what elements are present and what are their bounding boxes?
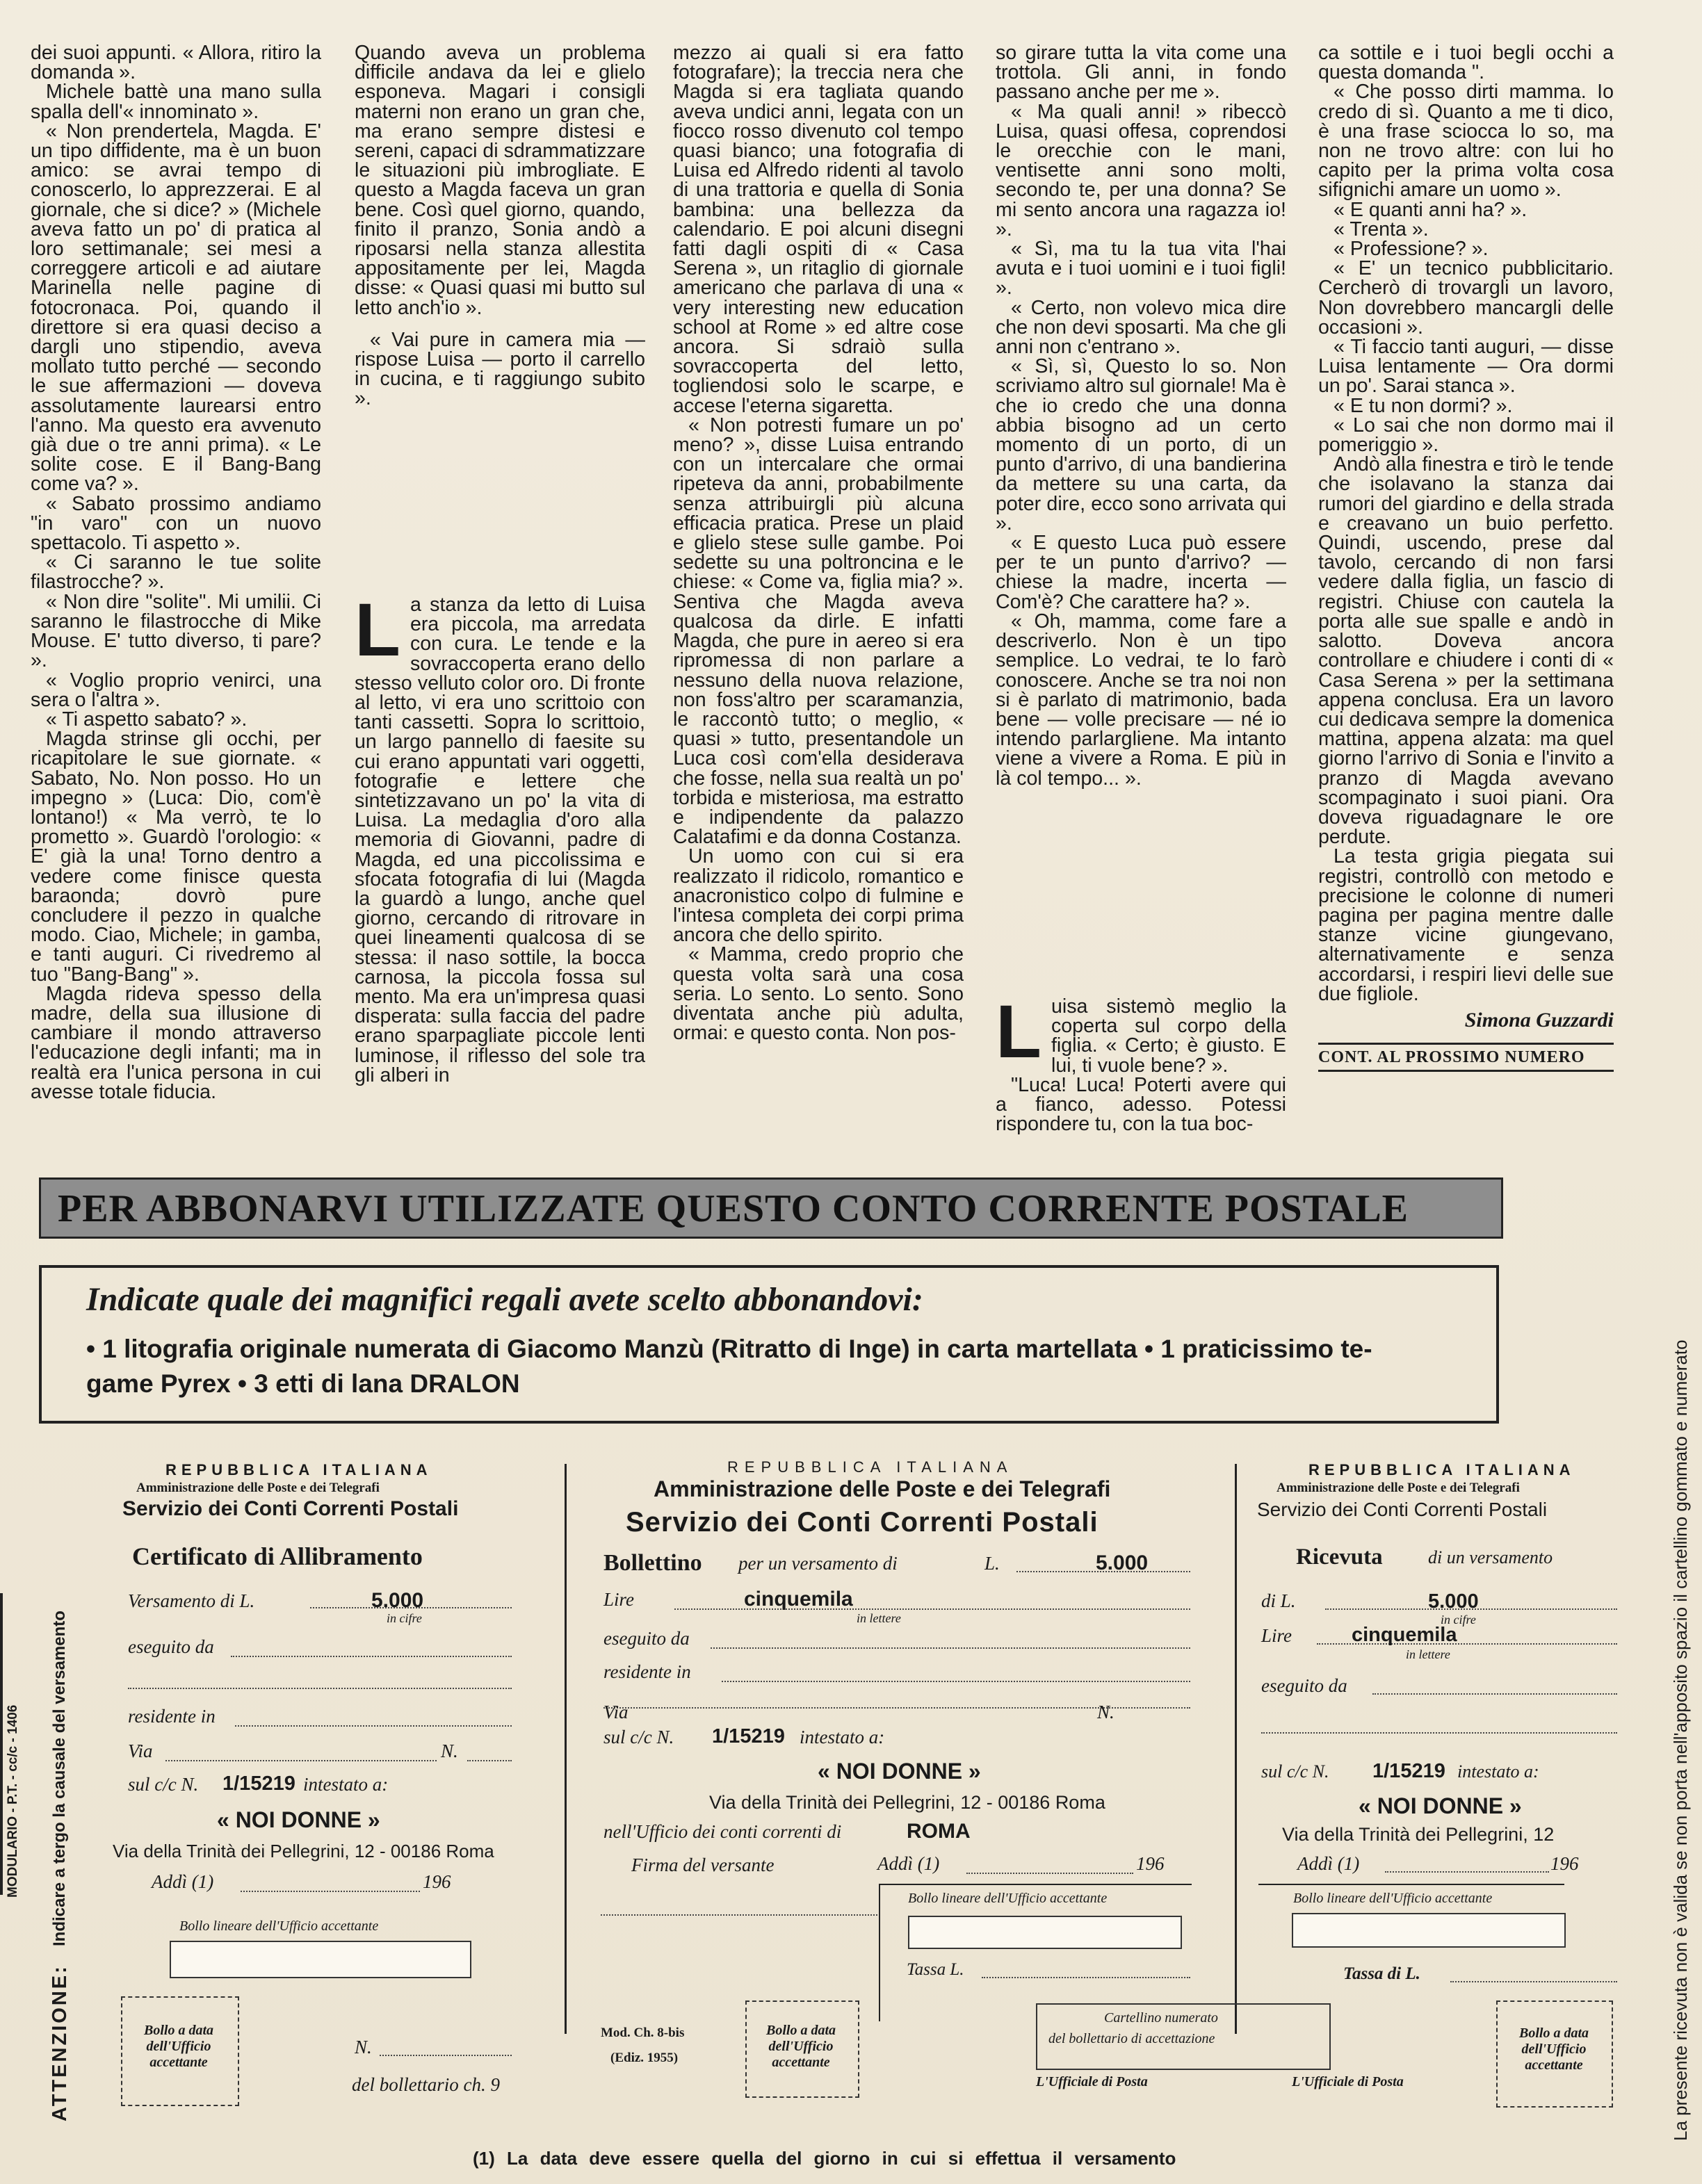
amount-words-caption: in lettere	[857, 1611, 901, 1625]
article-column-4	[996, 43, 1286, 788]
signature-label: Firma del versante	[631, 1855, 775, 1875]
receipt-title: Ricevuta	[1296, 1545, 1383, 1570]
amount-words: cinquemila	[1352, 1624, 1457, 1646]
account-label: sul c/c N.	[1261, 1761, 1329, 1782]
fee-label: Tassa di L.	[1343, 1964, 1420, 1983]
account-label: sul c/c N.	[128, 1774, 199, 1795]
paragraph: « E quanti anni ha? ».	[1334, 198, 1527, 221]
beneficiary-name: « NOI DONNE »	[818, 1759, 981, 1784]
certificate-form	[83, 1454, 556, 2070]
residence-label: residente in	[603, 1661, 691, 1682]
administration-header: Amministrazione delle Poste e dei Telegrafi	[1276, 1481, 1520, 1495]
beneficiary-label: intestato a:	[800, 1727, 885, 1747]
article-column-2-section	[355, 587, 645, 1086]
payer-field-2[interactable]	[128, 1688, 512, 1689]
date-stamp-label: Bollo a data dell'Ufficio accettante	[765, 2023, 836, 2070]
service-header: Servizio dei Conti Correnti Postali	[1257, 1499, 1548, 1520]
year-prefix: 196	[423, 1871, 451, 1892]
beneficiary-name: « NOI DONNE »	[1359, 1793, 1522, 1818]
fee-field[interactable]	[982, 1977, 1190, 1978]
receipt-book-label: del bollettario ch. 9	[352, 2074, 500, 2095]
amount-caption: in cifre	[387, 1611, 422, 1625]
residence-field[interactable]	[235, 1725, 512, 1727]
banner-text: PER ABBONARVI UTILIZZATE QUESTO CONTO CORRENTE POSTALE	[58, 1187, 1409, 1230]
amount-value: 5.000	[371, 1589, 424, 1612]
beneficiary-label: intestato a:	[303, 1774, 389, 1795]
paragraph: a stanza da letto di Luisa era piccola, ma arredata con cura. Le tende e la sovraccoperta erano dello stesso velluto color oro. Di fronte al letto, vi era uno scrittoio con tanti cassetti. Sopra lo scrittoio, un largo pannello di faesite su cui erano appuntati vari oggetti, fotografie e lettere che sintetizzavano un po' la vita di Luisa. La medaglia d'oro alla memoria di Giovanni, padre di Magda, ed una piccolissima e sfocata fotografia di lui (Magda la guardò a lungo, anche quel giorno, cercando di ritrovare in quei lineamenti qualcosa di se stessa: il naso sottile, la bocca carnosa, la piccola fossa sul mento. Ma era un'impresa quasi disperata: sulla faccia del padre erano sparpagliate piccole lenti luminose, il riflesso del sole tra gli alberi in	[355, 594, 645, 1086]
receipt-number-label: N.	[355, 2037, 372, 2057]
numbered-tag-label-2: del bollettario di accettazione	[1048, 2031, 1215, 2046]
paragraph: « E tu non dormi? ».	[1334, 394, 1513, 417]
amount-words: cinquemila	[744, 1588, 853, 1611]
paragraph: « Ti faccio tanti auguri, — disse Luisa lentamente — Ora dormi un po'. Sarai stanca ».	[1318, 336, 1614, 398]
payer-label: eseguito da	[603, 1628, 690, 1649]
payer-field[interactable]	[711, 1647, 1190, 1649]
paragraph: Andò alla finestra e tirò le tende che isolavano la stanza dai rumori del giardino e della strada e creavano un buio perfetto. Quindi, uscendo, prese dal tavolo, cercando di non farsi vedere dalla figlia, un fascio di registri. Chiuse con cautela la porta alle sue spalle e andò in salotto. Doveva ancora controllare e chiudere i conti di « Casa Serena » per la settimana appena conclusa. Era un lavoro cui dedicava sempre la domenica mattina, appena alzata: ma quel giorno l'arrivo di Sonia e l'invito a pranzo di Magda avevano scompaginato i suoi piani. Ora doveva riguadagnare le ore perdute.	[1318, 453, 1614, 849]
slip-currency: L.	[984, 1553, 1000, 1574]
paragraph: Magda strinse gli occhi, per ricapitolare le sue giornate. « Sabato, No. Non posso. Ho un impegno » (Luca: Dio, com'è lontano!) « Ma verrò, te lo prometto ». Guardò l'orologio: « E' già la una! Torno dentro a vedere come finisce questa baraonda; dovrò pure concludere il pezzo in qualche modo. Ciao, Michele; in gamba, e tanti auguri. Ci rivedremo al tuo "Bang-Bang" ».	[31, 728, 321, 986]
payment-slip-form	[591, 1454, 1224, 2089]
linear-stamp-label: Bollo lineare dell'Ufficio accettante	[1293, 1891, 1493, 1906]
receipt-number-field[interactable]	[380, 2055, 512, 2056]
form-separator	[565, 1464, 567, 2034]
paragraph: « Non dire "solite". Mi umilii. Ci saranno le filastrocche di Mike Mouse. E' tutto diverso, ti pare? ».	[31, 590, 321, 672]
slip-title: Bollettino	[603, 1550, 702, 1576]
paragraph: « Non prendertela, Magda. E' un tipo diffidente, ma è un buon amico: se avrai tempo di conoscerlo, lo apprezzerai. E al giornale, che si dice? » (Michele aveva fatto un po' di pratica al loro settimanale; sei mesi a correggere articoli e ad aiutare Marinella nelle pagine di fotocronaca. Poi, quando il direttore si era quasi deciso a dargli uno stipendio, aveva mollato tutto perché — secondo le sue affermazioni — doveva assolutamente laurearsi entro l'anno. Ma questo era avvenuto già due o tre anni prima). « Le solite cose. E il Bang-Bang come va? ».	[31, 120, 321, 496]
beneficiary-label: intestato a:	[1457, 1761, 1539, 1782]
paragraph: Quando aveva un problema difficile andava da lei e glielo esponeva. Magari i consigli materni non erano un gran che, ma erano sempre distesi e sereni, capaci di sdrammatizzare le situazioni più imbrogliate. E questo a Magda faceva un gran bene. Così quel giorno, quando, finito il pranzo, Sonia andò a riposarsi nella stanza allestita appositamente per lei, Magda disse: « Quasi quasi mi butto sul letto anch'io ».	[355, 42, 645, 319]
paragraph: Michele battè una mano sulla spalla dell'« innominato ».	[31, 81, 321, 123]
form-code: Mod. Ch. 8-bis	[601, 2026, 685, 2040]
gifts-heading: Indicate quale dei magnifici regali avete scelto abbonandovi:	[86, 1281, 923, 1318]
paragraph: mezzo ai quali si era fatto fotografare); la treccia nera che Magda si era tagliata quando aveva undici anni, legata con un fiocco rosso divenuto col tempo quasi bianco; una fotografia di Luisa ed Alfredo ridenti al tavolo di una trattoria e quella di Sonia bambina: una bellezza da calendario. E poi alcuni disegni fatti dagli ospiti di « Casa Serena », un ritaglio di giornale americano che parlava di una « very interesting new education school at Rome » ed altre cose ancora. Si sdraiò sulla sovraccoperta del letto, togliendosi solo le scarpe, e accese l'eterna sigaretta.	[673, 42, 964, 417]
residence-field[interactable]	[722, 1681, 1190, 1682]
paragraph: « Che posso dirti mamma. Io credo di sì. Quanto a me ti dico, è una frase sciocca lo so, ma non ne trovo altre: con lui ho capito per la prima volta cosa sifignichi amare un uomo ».	[1318, 81, 1614, 202]
number-label: N.	[1097, 1702, 1115, 1722]
amount-label: Versamento di L.	[128, 1590, 255, 1611]
payer-field[interactable]	[1372, 1693, 1617, 1695]
date-field[interactable]	[966, 1873, 1133, 1874]
account-number: 1/15219	[712, 1725, 785, 1747]
account-label: sul c/c N.	[603, 1727, 674, 1747]
date-label: Addì (1)	[152, 1871, 214, 1892]
form-separator	[1235, 1464, 1237, 2034]
office-label: nell'Ufficio dei conti correnti di	[603, 1821, 842, 1842]
gifts-line: game Pyrex • 3 etti di lana DRALON	[86, 1369, 520, 1398]
article-column-3	[673, 43, 964, 1043]
amount-value: 5.000	[1428, 1590, 1479, 1613]
paragraph: « Ci saranno le tue solite filastrocche? ».	[31, 551, 321, 594]
paragraph: « Mamma, credo proprio che questa volta sarà una cosa seria. Lo sento. Lo sento. Sono diventata anche più adulta, ormai: e questo conta. Non pos-	[673, 943, 964, 1045]
republic-header: REPUBBLICA ITALIANA	[727, 1458, 1014, 1476]
paragraph: « Voglio proprio venirci, una sera o l'altra ».	[31, 669, 321, 711]
paragraph: « E questo Luca può essere per te un punto d'arrivo? — chiese la madre, incerta — Com'è? Che carattere ha? ».	[996, 532, 1286, 613]
beneficiary-address: Via della Trinità dei Pellegrini, 12	[1282, 1824, 1555, 1845]
lire-label: Lire	[603, 1589, 635, 1610]
article-column-5	[1318, 43, 1614, 1072]
linear-stamp-box	[170, 1941, 471, 1978]
attenzione-label: ATTENZIONE:	[49, 1964, 71, 2121]
street-label: Via	[603, 1702, 629, 1722]
date-stamp-label: Bollo a data dell'Ufficio accettante	[143, 2023, 213, 2070]
certificate-title: Certificato di Allibramento	[132, 1542, 423, 1570]
account-number: 1/15219	[1372, 1760, 1445, 1782]
beneficiary-address: Via della Trinità dei Pellegrini, 12 - 00186 Roma	[709, 1792, 1105, 1813]
residence-label: residente in	[128, 1706, 216, 1727]
amount-caption: in cifre	[1441, 1613, 1476, 1627]
paragraph: so girare tutta la vita come una trottola. Gli anni, in fondo passano anche per me ».	[996, 42, 1286, 104]
date-label: Addì (1)	[1297, 1853, 1360, 1874]
stamp-divider	[879, 1884, 880, 2021]
paragraph: uisa sistemò meglio la coperta sul corpo della figlia. « Certo; è giusto. E lui, ti vuole bene? ».	[1051, 995, 1286, 1077]
amount-value: 5.000	[1096, 1551, 1149, 1574]
service-header: Servizio dei Conti Correnti Postali	[122, 1497, 459, 1520]
linear-stamp-label: Bollo lineare dell'Ufficio accettante	[908, 1891, 1108, 1906]
drop-cap: L	[355, 587, 400, 671]
service-header: Servizio dei Conti Correnti Postali	[626, 1507, 1099, 1538]
paragraph: « Ti aspetto sabato? ».	[46, 708, 248, 731]
payer-label: eseguito da	[128, 1636, 214, 1657]
receipt-form	[1256, 1454, 1631, 2089]
year-prefix: 196	[1550, 1853, 1579, 1874]
beneficiary-name: « NOI DONNE »	[217, 1807, 380, 1832]
payer-label: eseguito da	[1261, 1675, 1347, 1696]
stamp-divider	[879, 1884, 1192, 1885]
author-signature: Simona Guzzardi	[1464, 1008, 1614, 1032]
street-field[interactable]	[165, 1760, 437, 1761]
paragraph: « Sabato prossimo andiamo "in varo" con un nuovo spettacolo. Ti aspetto ».	[31, 492, 321, 555]
gifts-box	[39, 1265, 1499, 1424]
paragraph: « Professione? ».	[1334, 238, 1489, 261]
continued-note: CONT. AL PROSSIMO NUMERO	[1318, 1043, 1614, 1072]
officer-label: L'Ufficiale di Posta	[1292, 2074, 1404, 2089]
date-field[interactable]	[1385, 1871, 1549, 1873]
date-footnote: (1) La data deve essere quella del giorno in cui si effettua il versamento	[473, 2148, 1176, 2169]
street-label: Via	[128, 1741, 153, 1761]
republic-header: REPUBBLICA ITALIANA	[1308, 1461, 1575, 1478]
number-label: N.	[441, 1741, 458, 1761]
officer-label: L'Ufficiale di Posta	[1036, 2074, 1148, 2089]
form-edition: (Ediz. 1955)	[610, 2051, 679, 2065]
payer-field-2[interactable]	[1261, 1732, 1617, 1734]
paragraph: Un uomo con cui si era realizzato il ridicolo, romantico e anacronistico colpo di fulmine e l'intesa completa dei corpi prima ancora che dello spirito.	[673, 845, 964, 947]
subscription-banner	[39, 1177, 1503, 1239]
paragraph: « Vai pure in camera mia — rispose Luisa — porto il carrello in cucina, e ti raggiungo subito ».	[355, 328, 645, 410]
fee-label: Tassa L.	[907, 1960, 964, 1979]
date-stamp-label: Bollo a data dell'Ufficio accettante	[1518, 2026, 1589, 2073]
paragraph: « Sì, sì, Questo lo so. Non scriviamo altro sul giornale! Ma è che io credo che una donna abbia bisogno ad un certo momento di un porto, di un punto d'arrivo, di una bandierina da mettere su una carta, da poter dire, ecco sono arrivata qui ».	[996, 355, 1286, 535]
linear-stamp-label: Bollo lineare dell'Ufficio accettante	[179, 1918, 379, 1934]
paragraph: ca sottile e i tuoi begli occhi a questa domanda ".	[1318, 42, 1614, 84]
article-column-4-section	[996, 989, 1286, 1136]
slip-subtitle: per un versamento di	[738, 1553, 898, 1574]
amount-label: di L.	[1261, 1590, 1296, 1611]
amount-words-caption: in lettere	[1406, 1647, 1450, 1661]
republic-header: REPUBBLICA ITALIANA	[165, 1461, 432, 1478]
date-field[interactable]	[241, 1891, 420, 1892]
date-label: Addì (1)	[877, 1853, 940, 1874]
left-rule	[0, 1593, 3, 1895]
paragraph: « E' un tecnico pubblicitario. Cercherò di trovargli un lavoro, Non dovrebbero mancargli delle occasioni ».	[1318, 257, 1614, 339]
paragraph: Magda rideva spesso della madre, della sua illusione di cambiare il mondo attraverso l'educazione degli infanti; ma in realtà era l'unica persona in cui avesse totale fiducia.	[31, 982, 321, 1103]
fee-field[interactable]	[1450, 1981, 1617, 1982]
signature-field[interactable]	[601, 1914, 877, 1916]
numbered-tag-label: Cartellino numerato	[1104, 2010, 1218, 2026]
paragraph: La testa grigia piegata sui registri, controllò con metodo e precisione le colonne di numeri pagina per pagina mentre dalle stanze vicine giungevano, alternativamente e senza accordarsi, i respiri lievi delle sue due figliole.	[1318, 845, 1614, 1005]
modulario-label: MODULARIO - P.T. - cc/c - 1406	[6, 1704, 20, 1898]
lire-label: Lire	[1261, 1625, 1292, 1646]
paragraph: « Certo, non volevo mica dire che non devi sposarti. Ma che gli anni non c'entrano ».	[996, 296, 1286, 359]
linear-stamp-box	[908, 1916, 1182, 1949]
drop-cap: L	[996, 989, 1042, 1073]
paragraph: dei suoi appunti. « Allora, ritiro la domanda ».	[31, 42, 321, 84]
paragraph: « Trenta ».	[1334, 218, 1429, 241]
article-column-2	[355, 43, 645, 409]
paragraph: « Sì, ma tu la tua vita l'hai avuta e i tuoi uomini e i tuoi figli! ».	[996, 238, 1286, 300]
receipt-validity-note: La presente ricevuta non è valida se non porta nell'apposito spazio il cartellino gommato e numerato	[1670, 1339, 1691, 2141]
paragraph: « Non potresti fumare un po' meno? », disse Luisa entrando con un intercalare che ormai ripeteva da anni, probabilmente senza attribuirgli più alcuna efficacia pratica. Prese un plaid e glielo stese sulle gambe. Poi sedette su una poltroncina e le chiese: « Come va, figlia mia? ». Sentiva che Magda aveva qualcosa da dirle. E infatti Magda, che pure in aereo si era ripromessa di non parlare a nessuno della nuova relazione, non foss'altro per scaramanzia, le raccontò tutto; o meglio, « quasi » tutto, presentandole un Luca così com'ella desiderava che fosse, nella sua realtà un po' torbida e misteriosa, ma estratto e indipendente da palazzo Calatafimi e da donna Costanza.	[673, 414, 964, 849]
administration-header: Amministrazione delle Poste e dei Telegrafi	[654, 1476, 1111, 1501]
stamp-divider	[1258, 1884, 1564, 1885]
paragraph: « Oh, mamma, come fare a descriverlo. Non è un tipo semplice. Lo vedrai, te lo farò conoscere. Anche se tra noi non si è parlato di matrimonio, bada bene — volle precisare — né io intendo parlargliene. Ma intanto viene a vivere a Roma. E più in là col tempo... ».	[996, 610, 1286, 790]
account-number: 1/15219	[222, 1773, 295, 1795]
paragraph: "Luca! Luca! Poterti avere qui a fianco, adesso. Potessi rispondere tu, con la tua boc-	[996, 1073, 1286, 1136]
paragraph: « Ma quali anni! » ribeccò Luisa, quasi offesa, coprendosi le orecchie con le mani, ventisette anni sono molti, secondo te, per una donna? Se mi sento ancora una ragazza io! ».	[996, 100, 1286, 241]
linear-stamp-box	[1292, 1913, 1566, 1948]
receipt-subtitle: di un versamento	[1428, 1547, 1553, 1567]
office-city: ROMA	[907, 1820, 971, 1843]
attenzione-note: Indicare a tergo la causale del versamento	[50, 1611, 69, 1946]
payer-field[interactable]	[231, 1656, 512, 1657]
year-prefix: 196	[1136, 1853, 1165, 1874]
paragraph: « Lo sai che non dormo mai il pomeriggio ».	[1318, 414, 1614, 457]
beneficiary-address: Via della Trinità dei Pellegrini, 12 - 00186 Roma	[113, 1841, 494, 1861]
number-field[interactable]	[467, 1760, 512, 1761]
administration-header: Amministrazione delle Poste e dei Telegrafi	[136, 1481, 380, 1495]
gifts-line: • 1 litografia originale numerata di Giacomo Manzù (Ritratto di Inge) in carta martellata • 1 praticissimo te-	[86, 1335, 1372, 1363]
article-column-1	[31, 43, 321, 1102]
